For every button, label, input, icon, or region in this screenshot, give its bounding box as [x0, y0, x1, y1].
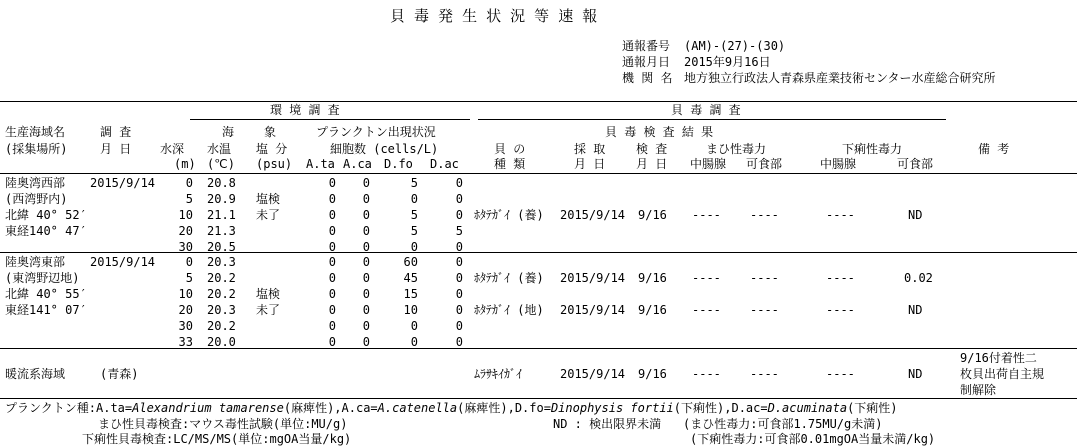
aca-note: (麻痺性),	[457, 401, 515, 415]
dac-cell: 0	[455, 287, 463, 301]
col-dac: D.ac	[430, 157, 459, 171]
depth-cell: 0	[185, 255, 193, 269]
phenomena-header: 象	[264, 125, 277, 139]
collect-date: 2015/9/14	[560, 208, 626, 222]
site-name: 陸奥湾西部	[5, 176, 66, 190]
salinity-unit: (psu)	[256, 157, 293, 171]
dac-cell: 0	[455, 176, 463, 190]
aca-cell: 0	[362, 208, 370, 222]
sea-header: 海	[222, 125, 235, 139]
site-lon: 東経141° 07′	[5, 303, 87, 317]
ata-cell: 0	[328, 319, 336, 333]
collect-header: 採 取	[574, 142, 606, 156]
inspect-date: 9/16	[638, 271, 667, 285]
toxin-group-header: 貝 毒 調 査	[671, 103, 741, 117]
ata-cell: 0	[328, 240, 336, 254]
report-number: (AM)-(27)-(30)	[684, 39, 786, 53]
report-number-label: 通報番号	[622, 39, 671, 53]
dfo-cell: 60	[403, 255, 418, 269]
temp-cell: 21.1	[207, 208, 236, 222]
plankton-label: プランクトン種:	[5, 401, 96, 415]
dfo-cell: 5	[410, 208, 418, 222]
temp-cell: 20.0	[207, 335, 236, 349]
depth-cell: 10	[178, 208, 193, 222]
psp-gut: ----	[692, 208, 721, 222]
aca-cell: 0	[362, 224, 370, 238]
dfo-cell: 45	[403, 271, 418, 285]
depth-cell: 5	[185, 271, 193, 285]
plankton-legend	[5, 402, 898, 414]
temp-unit: (℃)	[207, 157, 235, 171]
aca-cell: 0	[362, 287, 370, 301]
temp-cell: 21.3	[207, 224, 236, 238]
table-top-rule	[0, 101, 1077, 102]
env-group-rule	[190, 119, 470, 120]
dsp-gut-header: 中腸腺	[820, 157, 857, 171]
depth-header: 水深	[160, 142, 185, 156]
col-dfo: D.fo	[384, 157, 413, 171]
table-bottom-rule	[0, 398, 1077, 399]
area-header: 生産海域名	[5, 125, 66, 139]
temp-cell: 20.9	[207, 192, 236, 206]
salinity-cell: 塩検	[256, 287, 281, 301]
dfo-cell: 0	[410, 319, 418, 333]
psp-edible: ----	[750, 303, 779, 317]
dsp-method-note: 下痢性貝毒検査:LC/MS/MS(単位:mgOA当量/kg)	[82, 432, 352, 446]
shell-species: ﾑﾗｻｷｲｶﾞｲ	[474, 367, 523, 381]
shell-sub-header: 種 類	[494, 157, 526, 171]
salinity-cell: 未了	[256, 303, 281, 317]
ata-cell: 0	[328, 208, 336, 222]
survey-date: 2015/9/14	[90, 176, 156, 190]
aca-cell: 0	[362, 192, 370, 206]
site-name: 陸奥湾東部	[5, 255, 66, 269]
collect-date: 2015/9/14	[560, 271, 626, 285]
env-group-header: 環 境 調 査	[270, 103, 340, 117]
nd-note: ND : 検出限界未満	[553, 417, 662, 431]
dsp-gut: ----	[826, 303, 855, 317]
collect-date: 2015/9/14	[560, 367, 626, 381]
survey-date: 2015/9/14	[90, 255, 156, 269]
toxin-group-rule	[478, 119, 946, 120]
psp-limit-note: (まひ性毒力:可食部1.75MU/g未満)	[683, 417, 883, 431]
collect-date: 2015/9/14	[560, 303, 626, 317]
dsp-edible-header: 可食部	[897, 157, 934, 171]
page-title: 貝 毒 発 生 状 況 等 速 報	[390, 7, 598, 25]
aca-cell: 0	[362, 319, 370, 333]
dfo-abbr: D.fo=	[514, 401, 551, 415]
dsp-gut: ----	[826, 208, 855, 222]
temp-cell: 20.3	[207, 255, 236, 269]
aca-cell: 0	[362, 176, 370, 190]
survey-header: 調 査	[100, 125, 132, 139]
dac-cell: 0	[455, 319, 463, 333]
inspect-date: 9/16	[638, 208, 667, 222]
dfo-note: (下痢性),	[673, 401, 732, 415]
temp-cell: 20.2	[207, 271, 236, 285]
dac-cell: 5	[455, 224, 463, 238]
aca-cell: 0	[362, 303, 370, 317]
ata-cell: 0	[328, 335, 336, 349]
depth-cell: 20	[178, 303, 193, 317]
dac-cell: 0	[455, 335, 463, 349]
psp-edible: ----	[750, 208, 779, 222]
psp-gut: ----	[692, 271, 721, 285]
aca-cell: 0	[362, 240, 370, 254]
temp-header: 水温	[207, 142, 232, 156]
depth-unit: (m)	[174, 157, 196, 171]
depth-cell: 30	[178, 240, 193, 254]
temp-cell: 20.8	[207, 176, 236, 190]
psp-method-note: まひ性貝毒検査:マウス毒性試験(単位:MU/g)	[98, 417, 348, 431]
dfo-name: Dinophysis fortii	[550, 401, 674, 415]
area-sub-header: (採集場所)	[5, 142, 68, 156]
dsp-header: 下痢性毒力	[842, 142, 903, 156]
site-lat: 北緯 40° 52′	[5, 208, 87, 222]
salinity-cell: 塩検	[256, 192, 281, 206]
temp-cell: 20.2	[207, 319, 236, 333]
aca-cell: 0	[362, 271, 370, 285]
site-pref: (青森)	[100, 367, 139, 381]
site-divider	[0, 348, 1077, 349]
depth-cell: 30	[178, 319, 193, 333]
dac-cell: 0	[455, 271, 463, 285]
dfo-cell: 5	[410, 176, 418, 190]
site-divider	[0, 252, 1077, 253]
psp-gut: ----	[692, 303, 721, 317]
dfo-cell: 0	[410, 240, 418, 254]
dfo-cell: 10	[403, 303, 418, 317]
salinity-header: 塩 分	[256, 142, 288, 156]
psp-edible: ----	[750, 367, 779, 381]
shell-species: ﾎﾀﾃｶﾞｲ (養)	[474, 208, 544, 222]
site-sub: (西湾野内)	[5, 192, 68, 206]
dfo-cell: 0	[410, 192, 418, 206]
remark-line: 制解除	[960, 383, 997, 397]
survey-sub-header: 月 日	[100, 142, 132, 156]
site-name: 暖流系海域	[5, 367, 66, 381]
agency-name: 地方独立行政法人青森県産業技術センター水産総合研究所	[684, 71, 996, 85]
agency-label: 機 関 名	[622, 71, 673, 85]
ata-note: (麻痺性),	[283, 401, 342, 415]
ata-abbr: A.ta=	[96, 401, 133, 415]
shell-header: 貝 の	[494, 142, 526, 156]
col-aca: A.ca	[343, 157, 372, 171]
psp-gut: ----	[692, 367, 721, 381]
site-sub: (東湾野辺地)	[5, 271, 80, 285]
temp-cell: 20.5	[207, 240, 236, 254]
ata-cell: 0	[328, 287, 336, 301]
ata-name: Alexandrium tamarense	[132, 401, 284, 415]
site-lat: 北緯 40° 55′	[5, 287, 87, 301]
temp-cell: 20.2	[207, 287, 236, 301]
ata-cell: 0	[328, 303, 336, 317]
depth-cell: 20	[178, 224, 193, 238]
ata-cell: 0	[328, 255, 336, 269]
psp-edible: ----	[750, 271, 779, 285]
remark-line: 9/16付着性二	[960, 351, 1037, 365]
remarks-header: 備 考	[978, 142, 1010, 156]
aca-abbr: A.ca=	[341, 401, 378, 415]
ata-cell: 0	[328, 224, 336, 238]
psp-header: まひ性毒力	[706, 142, 767, 156]
dac-name: D.acuminata	[767, 401, 848, 415]
ata-cell: 0	[328, 271, 336, 285]
report-date: 2015年9月16日	[684, 55, 771, 69]
dsp-edible: 0.02	[904, 271, 933, 285]
shell-species: ﾎﾀﾃｶﾞｲ (養)	[474, 271, 544, 285]
dsp-edible: ND	[908, 208, 923, 222]
inspect-date: 9/16	[638, 303, 667, 317]
shell-species: ﾎﾀﾃｶﾞｲ (地)	[474, 303, 544, 317]
aca-name: A.catenella	[377, 401, 458, 415]
plankton-header: プランクトン出現状況	[316, 125, 436, 139]
dsp-edible: ND	[908, 303, 923, 317]
ata-cell: 0	[328, 176, 336, 190]
dfo-cell: 15	[403, 287, 418, 301]
site-lon: 東経140° 47′	[5, 224, 87, 238]
dac-cell: 0	[455, 192, 463, 206]
col-ata: A.ta	[306, 157, 335, 171]
aca-cell: 0	[362, 255, 370, 269]
dfo-cell: 5	[410, 224, 418, 238]
depth-cell: 0	[185, 176, 193, 190]
psp-gut-header: 中腸腺	[690, 157, 727, 171]
collect-sub-header: 月 日	[574, 157, 606, 171]
dac-note: (下痢性)	[847, 401, 898, 415]
inspect-date: 9/16	[638, 367, 667, 381]
dac-cell: 0	[455, 303, 463, 317]
inspect-sub-header: 月 日	[636, 157, 668, 171]
dsp-limit-note: (下痢性毒力:可食部0.01mgOA当量未満/kg)	[690, 432, 936, 446]
dac-abbr: D.ac=	[731, 401, 768, 415]
depth-cell: 5	[185, 192, 193, 206]
dsp-edible: ND	[908, 367, 923, 381]
dac-cell: 0	[455, 208, 463, 222]
inspect-header: 検 査	[636, 142, 668, 156]
depth-cell: 10	[178, 287, 193, 301]
cells-header: 細胞数 (cells/L)	[330, 142, 439, 156]
header-bottom-rule	[0, 173, 1077, 174]
aca-cell: 0	[362, 335, 370, 349]
depth-cell: 33	[178, 335, 193, 349]
dac-cell: 0	[455, 255, 463, 269]
ata-cell: 0	[328, 192, 336, 206]
dfo-cell: 0	[410, 335, 418, 349]
remark-line: 枚貝出荷自主規	[960, 367, 1045, 381]
dsp-gut: ----	[826, 367, 855, 381]
temp-cell: 20.3	[207, 303, 236, 317]
dac-cell: 0	[455, 240, 463, 254]
salinity-cell: 未了	[256, 208, 281, 222]
dsp-gut: ----	[826, 271, 855, 285]
results-header: 貝 毒 検 査 結 果	[605, 125, 714, 139]
psp-edible-header: 可食部	[746, 157, 783, 171]
report-date-label: 通報月日	[622, 55, 671, 69]
